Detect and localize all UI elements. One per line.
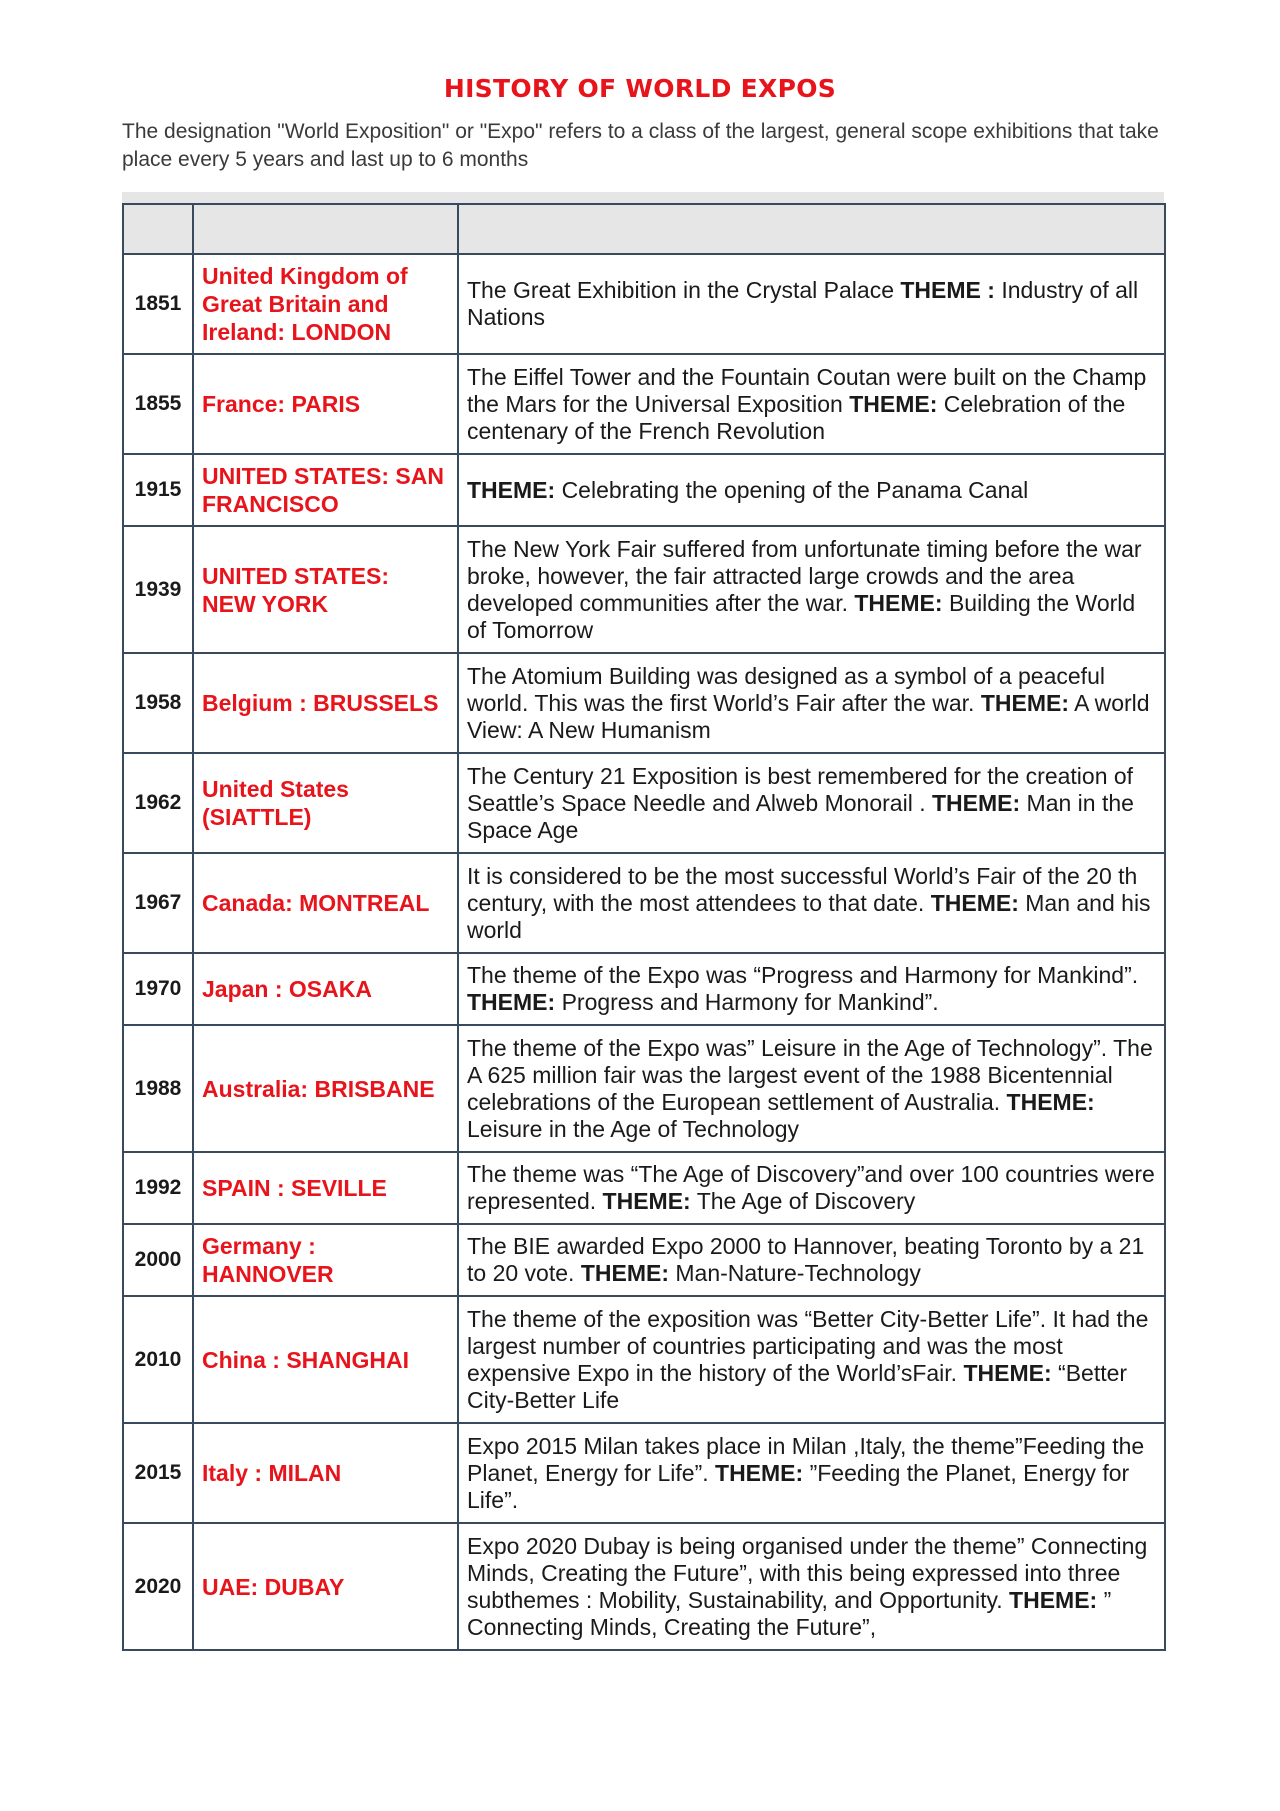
year-cell: 2020: [123, 1523, 193, 1650]
city-cell: UAE: DUBAY: [193, 1523, 458, 1650]
theme-text: Man in the Space Age: [467, 789, 1134, 843]
table-row: [123, 354, 1165, 454]
header-cell-year: [123, 204, 193, 254]
table-body: [123, 254, 1165, 1650]
table-row: [123, 1296, 1165, 1423]
description-text: The Century 21 Exposition is best remembered for the creation of Seattle’s Space Needle and Alweb Monorail .: [467, 762, 1134, 816]
theme-text: Man and his world: [467, 889, 1151, 943]
header-cell-description: [458, 204, 1165, 254]
city-cell: Italy : MILAN: [193, 1423, 458, 1523]
year-cell: 1970: [123, 953, 193, 1025]
description-cell: [458, 953, 1165, 1025]
city-cell: United Kingdom of Great Britain and Ireland: LONDON: [193, 254, 458, 354]
theme-text: Celebration of the centenary of the French Revolution: [467, 390, 1126, 444]
theme-label: THEME:: [467, 476, 556, 503]
theme-text: Building the World of Tomorrow: [467, 589, 1136, 643]
table-row: [123, 1224, 1165, 1296]
theme-text: A world View: A New Humanism: [467, 689, 1150, 743]
description-cell: [458, 254, 1165, 354]
city-cell: United States (SIATTLE): [193, 753, 458, 853]
table-row: [123, 1423, 1165, 1523]
city-cell: UNITED STATES: SAN FRANCISCO: [193, 454, 458, 526]
description-text: The theme of the Expo was “Progress and Harmony for Mankind”.: [467, 962, 1139, 988]
city-cell: Canada: MONTREAL: [193, 853, 458, 953]
header-cell-city: [193, 204, 458, 254]
description-text: The New York Fair suffered from unfortunate timing before the war broke, however, the fair attracted large crowds and the area developed communities after the war.: [467, 535, 1142, 616]
description-text: The theme of the exposition was “Better City-Better Life”. It had the largest number of countries participating and was the most expensive Expo in the history of the World’sFair.: [467, 1305, 1149, 1386]
table-row: [123, 454, 1165, 526]
description-text: The theme of the Expo was” Leisure in the Age of Technology”. The A 625 million fair was the largest event of the 1988 Bicentennial celebrations of the European settlement of Australia.: [467, 1034, 1153, 1115]
theme-text: Progress and Harmony for Mankind”.: [561, 989, 939, 1015]
year-cell: 1962: [123, 753, 193, 853]
theme-label: THEME:: [715, 1459, 804, 1486]
theme-label: THEME:: [580, 1260, 669, 1286]
table-row: [123, 753, 1165, 853]
year-cell: 2000: [123, 1224, 193, 1296]
description-cell: [458, 354, 1165, 454]
table-row: [123, 526, 1165, 653]
city-cell: Germany : HANNOVER: [193, 1224, 458, 1296]
description-cell: [458, 454, 1165, 526]
year-cell: 1851: [123, 254, 193, 354]
theme-label: THEME:: [931, 789, 1021, 816]
description-cell: [458, 1296, 1165, 1423]
year-cell: 1988: [123, 1025, 193, 1152]
city-cell: Australia: BRISBANE: [193, 1025, 458, 1152]
year-cell: 1958: [123, 653, 193, 753]
theme-text: Leisure in the Age of Technology: [467, 1115, 800, 1142]
table-row: [123, 953, 1165, 1025]
description-cell: [458, 853, 1165, 953]
year-cell: 1992: [123, 1152, 193, 1224]
theme-label: THEME:: [854, 589, 943, 616]
theme-label: THEME:: [467, 989, 556, 1015]
description-text: The Great Exhibition in the Crystal Palace: [467, 277, 894, 303]
theme-text: Celebrating the opening of the Panama Canal: [561, 476, 1029, 503]
table-header-row: [123, 204, 1165, 254]
theme-text: ” Connecting Minds, Creating the Future”,: [467, 1586, 1112, 1640]
description-cell: [458, 753, 1165, 853]
theme-label: THEME :: [900, 277, 995, 303]
theme-label: THEME:: [602, 1188, 691, 1214]
description-text: Expo 2015 Milan takes place in Milan ,Italy, the theme”Feeding the Planet, Energy for Life”.: [467, 1432, 1145, 1486]
table-row: [123, 1025, 1165, 1152]
description-cell: [458, 1423, 1165, 1523]
theme-label: THEME:: [980, 689, 1070, 716]
year-cell: 1967: [123, 853, 193, 953]
theme-label: THEME:: [1006, 1088, 1095, 1115]
theme-text: The Age of Discovery: [696, 1188, 916, 1214]
city-cell: Japan : OSAKA: [193, 953, 458, 1025]
table-row: [123, 1523, 1165, 1650]
theme-label: THEME:: [963, 1359, 1052, 1386]
description-text: The Atomium Building was designed as a symbol of a peaceful world. This was the first World’s Fair after the war.: [467, 662, 1105, 716]
description-cell: [458, 653, 1165, 753]
theme-label: THEME:: [1009, 1586, 1098, 1613]
expo-table: [122, 203, 1166, 1651]
theme-text: Industry of all Nations: [467, 277, 1139, 330]
city-cell: China : SHANGHAI: [193, 1296, 458, 1423]
description-cell: [458, 1224, 1165, 1296]
year-cell: 1915: [123, 454, 193, 526]
table-row: [123, 853, 1165, 953]
table-row: [123, 254, 1165, 354]
table-row: [123, 1152, 1165, 1224]
description-text: It is considered to be the most successful World’s Fair of the 20 th century, with the most attendees to that date.: [467, 862, 1138, 916]
theme-label: THEME:: [930, 889, 1019, 916]
year-cell: 1939: [123, 526, 193, 653]
city-cell: France: PARIS: [193, 354, 458, 454]
description-text: The Eiffel Tower and the Fountain Coutan were built on the Champ the Mars for the Universal Exposition: [467, 363, 1147, 417]
theme-text: ”Feeding the Planet, Energy for Life”.: [467, 1459, 1130, 1513]
city-cell: Belgium : BRUSSELS: [193, 653, 458, 753]
year-cell: 2015: [123, 1423, 193, 1523]
description-cell: [458, 1025, 1165, 1152]
theme-text: “Better City-Better Life: [467, 1359, 1128, 1413]
page-title: HISTORY OF WORLD EXPOS: [443, 74, 837, 103]
table-row: [123, 653, 1165, 753]
description-text: Expo 2020 Dubay is being organised under the theme” Connecting Minds, Creating the Future”, with this being expressed into three subthemes : Mobility, Sustainability, and Opportunity.: [467, 1532, 1148, 1613]
theme-label: THEME:: [849, 390, 938, 417]
year-cell: 2010: [123, 1296, 193, 1423]
theme-text: Man-Nature-Technology: [675, 1260, 921, 1286]
intro-paragraph: The designation "World Exposition" or "Expo" refers to a class of the largest, general scope exhibitions that take place every 5 years and last up to 6 months: [122, 120, 1159, 171]
description-text: The BIE awarded Expo 2000 to Hannover, beating Toronto by a 21 to 20 vote.: [467, 1233, 1145, 1286]
description-text: The theme was “The Age of Discovery”and over 100 countries were represented.: [467, 1161, 1155, 1214]
city-cell: UNITED STATES: NEW YORK: [193, 526, 458, 653]
year-cell: 1855: [123, 354, 193, 454]
city-cell: SPAIN : SEVILLE: [193, 1152, 458, 1224]
description-cell: [458, 526, 1165, 653]
description-cell: [458, 1523, 1165, 1650]
description-cell: [458, 1152, 1165, 1224]
